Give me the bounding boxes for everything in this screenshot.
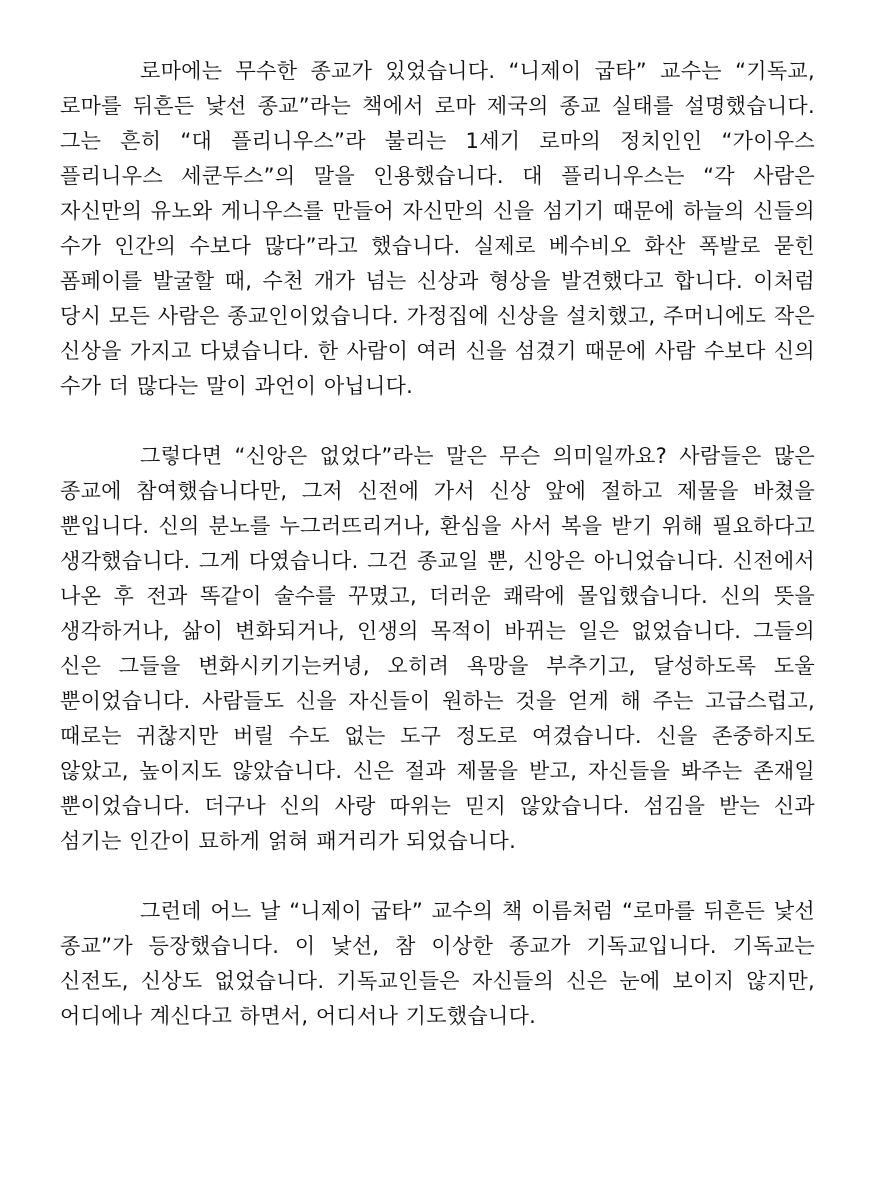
paragraph: 로마에는 무수한 종교가 있었습니다. “니제이 굽타” 교수는 “기독교, 로마를 뒤흔든 낯선 종교”라는 책에서 로마 제국의 종교 실태를 설명했습니다. 그는 흔히 “대 플리니우스”라 불리는 1세기 로마의 정치인인 “가이우스 플리니우스 세쿤두스”의 말을 인용했습니다. 대 플리니우스는 “각 사람은 자신만의 유노와 게니우스를 만들어 자신만의 신을 섬기기 때문에 하늘의 신들의 수가 인간의 수보다 많다”라고 했습니다. 실제로 베수비오 화산 폭발로 묻힌 폼페이를 발굴할 때, 수천 개가 넘는 신상과 형상을 발견했다고 합니다. 이처럼 당시 모든 사람은 종교인이었습니다. 가정집에 신상을 설치했고, 주머니에도 작은 신상을 가지고 다녔습니다. 한 사람이 여러 신을 섬겼기 때문에 사람 수보다 신의 수가 더 많다는 말이 과언이 아닙니다. [60,59,815,398]
paragraph-gap [60,404,815,439]
paragraph-gap [60,859,815,894]
paragraph: 그런데 어느 날 “니제이 굽타” 교수의 책 이름처럼 “로마를 뒤흔든 낯선 종교”가 등장했습니다. 이 낯선, 참 이상한 종교가 기독교입니다. 기독교는 신전도, 신상도 없었습니다. 기독교인들은 자신들의 신은 눈에 보이지 않지만, 어디에나 계신다고 하면서, 어디서나 기도했습니다. [60,899,815,1028]
paragraph: 그렇다면 “신앙은 없었다”라는 말은 무슨 의미일까요? 사람들은 많은 종교에 참여했습니다만, 그저 신전에 가서 신상 앞에 절하고 제물을 바쳤을 뿐입니다. 신의 분노를 누그러뜨리거나, 환심을 사서 복을 받기 위해 필요하다고 생각했습니다. 그게 다였습니다. 그건 종교일 뿐, 신앙은 아니었습니다. 신전에서 나온 후 전과 똑같이 술수를 꾸몄고, 더러운 쾌락에 몰입했습니다. 신의 뜻을 생각하거나, 삶이 변화되거나, 인생의 목적이 바뀌는 일은 없었습니다. 그들의 신은 그들을 변화시키기는커녕, 오히려 욕망을 부추기고, 달성하도록 도울 뿐이었습니다. 사람들도 신을 자신들이 원하는 것을 얻게 해 주는 고급스럽고, 때로는 귀찮지만 버릴 수도 없는 도구 정도로 여겼습니다. 신을 존중하지도 않았고, 높이지도 않았습니다. 신은 절과 제물을 받고, 자신들을 봐주는 존재일 뿐이었습니다. 더구나 신의 사랑 따위는 믿지 않았습니다. 섬김을 받는 신과 섬기는 인간이 묘하게 얽혀 패거리가 되었습니다. [60,444,815,853]
